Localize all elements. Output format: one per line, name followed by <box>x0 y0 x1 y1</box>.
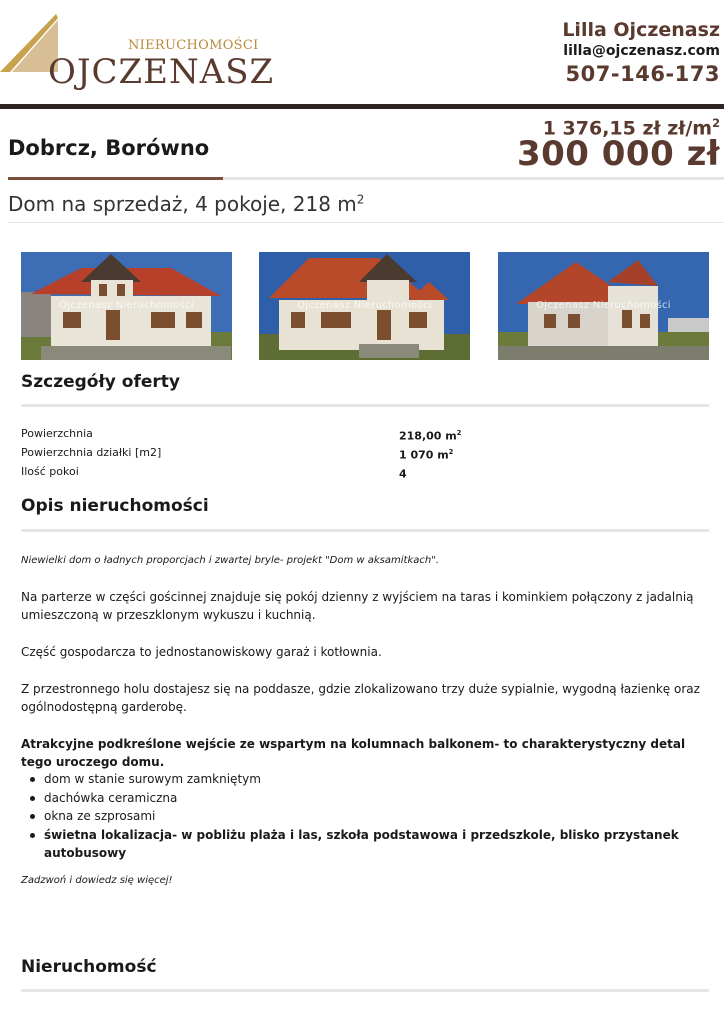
agent-contact <box>562 18 720 88</box>
feature-item: dom w stanie surowym zamkniętym <box>44 770 714 789</box>
price-per-m2: 1 376,15 zł $zł/m^2$ <box>542 116 720 140</box>
agent-name: Lilla Ojczenasz <box>562 19 720 41</box>
photo-3[interactable] <box>498 252 709 360</box>
property-heading: Nieruchomość <box>21 957 157 977</box>
agent-phone[interactable]: 507-146-173 <box>565 62 720 86</box>
feature-item: świetna lokalizacja- w pobliżu plaża i las, szkoła podstawowa i przedszkole, blisko przystanek autobusowy <box>44 826 714 863</box>
details-table <box>21 424 709 481</box>
photo-2[interactable] <box>259 252 470 360</box>
description-divider <box>21 529 709 532</box>
listing-subtitle: Dom na sprzedaż, 4 pokoje, 218 $m^2$ <box>8 192 365 216</box>
detail-value: 4 <box>399 467 407 481</box>
detail-label: Powierzchnia działki [m2] <box>21 446 162 459</box>
logo-subtitle: NIERUCHOMOŚCI <box>128 38 259 53</box>
detail-row <box>21 462 709 481</box>
listing-location: Dobrcz, Borówno <box>8 136 210 160</box>
logo-title: OJCZENASZ <box>48 52 275 92</box>
feature-item: dachówka ceramiczna <box>44 789 714 808</box>
detail-value: 1 070 $m^2$ <box>399 448 454 462</box>
description-highlight: Atrakcyjne podkreślone wejście ze wspartym na kolumnach balkonem- to charakterystyczny detal tego uroczego domu. <box>21 737 686 769</box>
description-paragraph: Część gospodarcza to jednostanowiskowy garaż i kotłownia. <box>21 645 382 659</box>
detail-label: Powierzchnia <box>21 427 93 440</box>
photo-watermark: Ojczenasz Nieruchomości <box>536 300 671 311</box>
details-divider <box>21 404 709 407</box>
subtitle-divider <box>8 222 724 223</box>
description-paragraph: Na parterze w części gościnnej znajduje się pokój dzienny z wyjściem na taras i kominkiem połączony z jadalnią umieszczoną w przeszklonym wykuszu i kuchnią. <box>21 590 694 622</box>
detail-row <box>21 443 709 462</box>
description-outro: Zadzwoń i dowiedz się więcej! <box>21 875 173 886</box>
page-header <box>0 0 724 104</box>
listing-price: 300 000 zł <box>516 134 720 174</box>
detail-label: Ilość pokoi <box>21 465 79 478</box>
agent-email[interactable]: lilla@ojczenasz.com <box>563 43 720 59</box>
feature-item: okna ze szprosami <box>44 807 714 826</box>
detail-row <box>21 424 709 443</box>
description-paragraph: Z przestronnego holu dostajesz się na poddasze, gdzie zlokalizowano trzy duże sypialnie, wygodną łazienkę oraz ogólnodostępną garderobę. <box>21 682 700 714</box>
photo-watermark: Ojczenasz Nieruchomości <box>59 300 194 311</box>
photo-1[interactable] <box>21 252 232 360</box>
header-divider <box>0 104 724 109</box>
property-divider <box>21 989 709 992</box>
description-intro: Niewielki dom o ładnych proporcjach i zwartej bryle- projekt "Dom w aksamitkach". <box>21 555 439 566</box>
photo-watermark: Ojczenasz Nieruchomości <box>297 300 432 311</box>
feature-list <box>44 770 714 863</box>
company-logo[interactable] <box>0 12 275 94</box>
description-heading: Opis nieruchomości <box>21 496 209 516</box>
photo-gallery <box>21 252 711 360</box>
detail-value: 218,00 $m^2$ <box>399 429 462 443</box>
title-divider-accent <box>8 177 223 180</box>
details-heading: Szczegóły oferty <box>21 372 180 392</box>
